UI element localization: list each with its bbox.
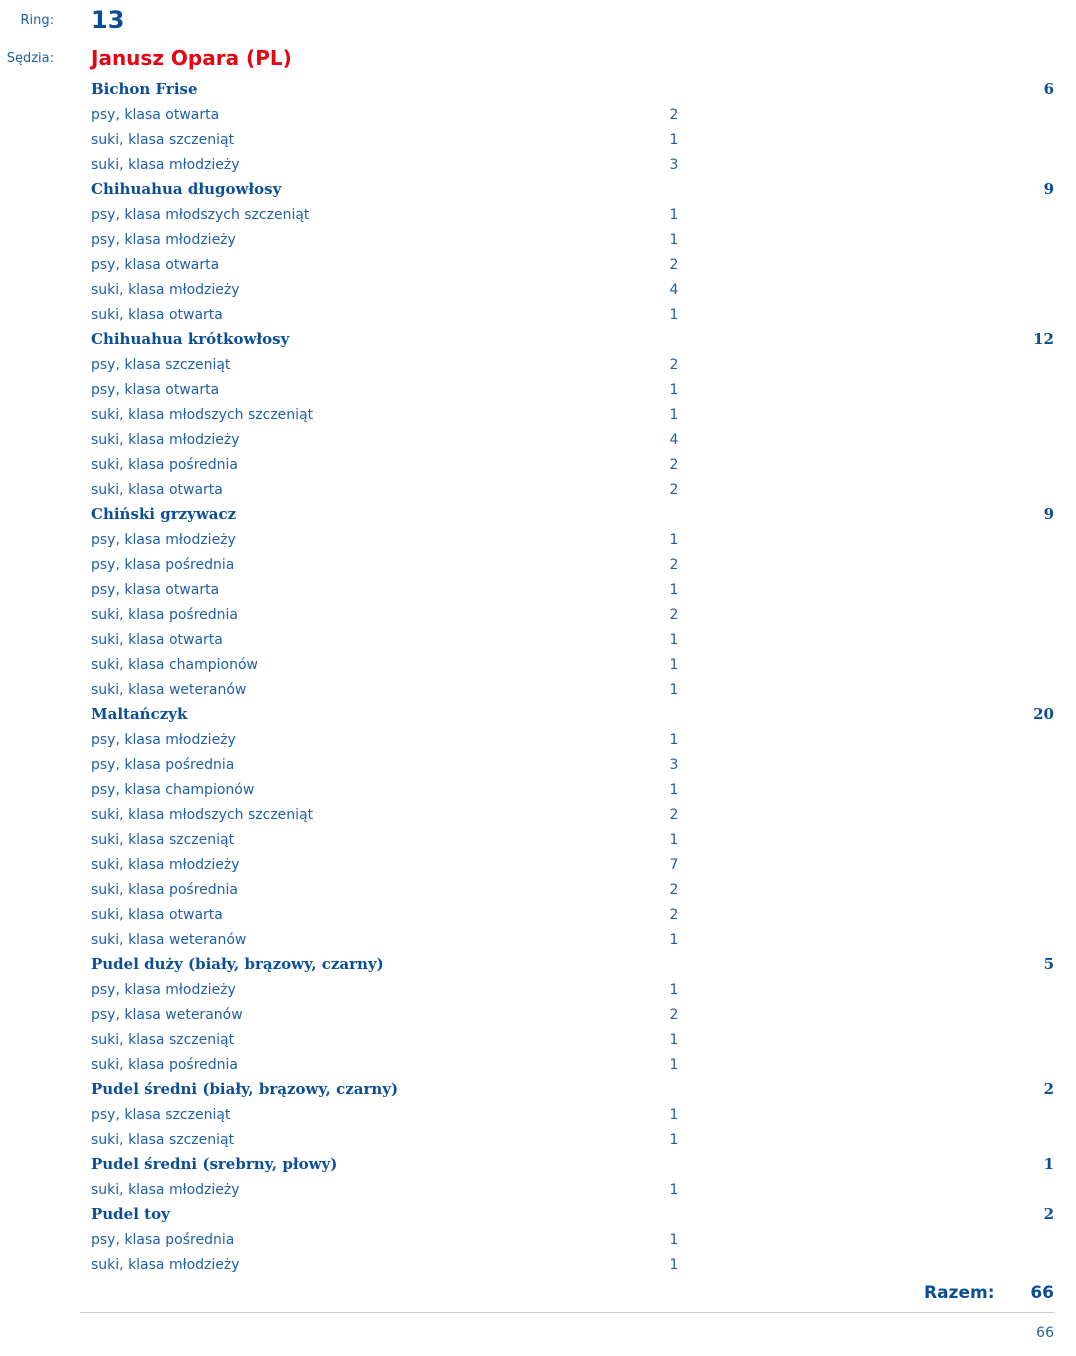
breed-total: 1 [1043, 1155, 1054, 1173]
class-name: suki, klasa pośrednia [91, 1057, 238, 1073]
class-name: psy, klasa pośrednia [91, 557, 235, 573]
class-count: 1 [669, 632, 679, 648]
class-count: 1 [669, 832, 679, 848]
class-count: 2 [669, 907, 679, 923]
class-count: 1 [669, 932, 679, 948]
judge-name: Janusz Opara (PL) [91, 46, 292, 70]
breed-total: 2 [1043, 1080, 1054, 1098]
class-row [0, 352, 1076, 377]
class-count: 1 [669, 732, 679, 748]
class-count: 1 [669, 1182, 679, 1198]
class-row [0, 452, 1076, 477]
class-count: 1 [669, 1057, 679, 1073]
class-count: 1 [669, 1107, 679, 1123]
ring-label: Ring: [20, 13, 54, 28]
class-row [0, 1227, 1076, 1252]
class-name: suki, klasa młodzieży [91, 157, 240, 173]
judge-label: Sędzia: [6, 51, 54, 66]
class-name: psy, klasa szczeniąt [91, 1107, 231, 1123]
class-count: 2 [669, 557, 679, 573]
breed-row [0, 77, 1076, 102]
class-count: 1 [669, 657, 679, 673]
breed-name: Chiński grzywacz [91, 505, 237, 523]
class-row [0, 1027, 1076, 1052]
breed-row [0, 1152, 1076, 1177]
breed-name: Chihuahua krótkowłosy [91, 330, 290, 348]
breed-row [0, 502, 1076, 527]
breed-name: Chihuahua długowłosy [91, 180, 282, 198]
class-row [0, 127, 1076, 152]
breed-total: 9 [1043, 505, 1054, 523]
class-row [0, 152, 1076, 177]
class-name: suki, klasa młodszych szczeniąt [91, 407, 314, 423]
breed-total: 12 [1033, 330, 1054, 348]
class-count: 1 [669, 1132, 679, 1148]
breed-row [0, 177, 1076, 202]
class-name: suki, klasa młodszych szczeniąt [91, 807, 314, 823]
class-count: 2 [669, 882, 679, 898]
class-row [0, 627, 1076, 652]
class-name: suki, klasa młodzieży [91, 432, 240, 448]
class-count: 7 [669, 857, 679, 873]
class-row [0, 402, 1076, 427]
class-row [0, 827, 1076, 852]
ring-number: 13 [91, 6, 125, 34]
class-name: psy, klasa otwarta [91, 582, 220, 598]
total-value: 66 [1030, 1283, 1054, 1303]
class-name: psy, klasa otwarta [91, 107, 220, 123]
class-count: 3 [669, 757, 679, 773]
class-row [0, 227, 1076, 252]
class-name: psy, klasa młodzieży [91, 982, 236, 998]
class-row [0, 1102, 1076, 1127]
class-name: suki, klasa weteranów [91, 682, 247, 698]
class-name: suki, klasa młodzieży [91, 857, 240, 873]
class-name: suki, klasa szczeniąt [91, 1132, 235, 1148]
class-count: 1 [669, 532, 679, 548]
class-name: psy, klasa młodzieży [91, 732, 236, 748]
class-count: 1 [669, 307, 679, 323]
class-count: 2 [669, 807, 679, 823]
class-count: 1 [669, 382, 679, 398]
breed-name: Maltańczyk [91, 705, 188, 723]
breed-total: 20 [1033, 705, 1054, 723]
class-name: suki, klasa otwarta [91, 907, 223, 923]
breed-row [0, 1202, 1076, 1227]
class-row [0, 477, 1076, 502]
class-row [0, 102, 1076, 127]
class-name: psy, klasa młodszych szczeniąt [91, 207, 310, 223]
breed-row [0, 1077, 1076, 1102]
class-row [0, 1127, 1076, 1152]
class-count: 2 [669, 607, 679, 623]
class-name: suki, klasa otwarta [91, 482, 223, 498]
class-count: 1 [669, 1257, 679, 1273]
class-row [0, 277, 1076, 302]
footer-count: 66 [1036, 1325, 1054, 1341]
class-row [0, 602, 1076, 627]
breed-total: 9 [1043, 180, 1054, 198]
class-row [0, 252, 1076, 277]
class-row [0, 777, 1076, 802]
class-row [0, 302, 1076, 327]
class-row [0, 727, 1076, 752]
divider [80, 1312, 1054, 1313]
class-count: 1 [669, 132, 679, 148]
class-row [0, 1002, 1076, 1027]
class-row [0, 752, 1076, 777]
class-name: suki, klasa otwarta [91, 632, 223, 648]
class-row [0, 1252, 1076, 1277]
class-name: suki, klasa pośrednia [91, 607, 238, 623]
class-name: suki, klasa championów [91, 657, 258, 673]
class-row [0, 377, 1076, 402]
class-row [0, 202, 1076, 227]
class-name: psy, klasa otwarta [91, 382, 220, 398]
breed-total: 5 [1043, 955, 1054, 973]
class-row [0, 802, 1076, 827]
class-name: psy, klasa pośrednia [91, 757, 235, 773]
class-count: 4 [669, 282, 679, 298]
class-name: suki, klasa młodzieży [91, 1182, 240, 1198]
class-count: 2 [669, 1007, 679, 1023]
class-count: 2 [669, 107, 679, 123]
class-name: suki, klasa szczeniąt [91, 132, 235, 148]
class-count: 2 [669, 482, 679, 498]
breed-row [0, 327, 1076, 352]
breed-name: Bichon Frise [91, 80, 198, 98]
class-name: suki, klasa młodzieży [91, 1257, 240, 1273]
class-row [0, 1052, 1076, 1077]
class-row [0, 852, 1076, 877]
breed-name: Pudel duży (biały, brązowy, czarny) [91, 955, 384, 973]
class-name: suki, klasa otwarta [91, 307, 223, 323]
breed-list [0, 77, 1076, 1277]
class-row [0, 977, 1076, 1002]
class-count: 3 [669, 157, 679, 173]
class-count: 1 [669, 407, 679, 423]
class-name: suki, klasa szczeniąt [91, 1032, 235, 1048]
class-name: suki, klasa weteranów [91, 932, 247, 948]
class-name: suki, klasa młodzieży [91, 282, 240, 298]
class-name: suki, klasa pośrednia [91, 882, 238, 898]
class-count: 1 [669, 1032, 679, 1048]
class-name: psy, klasa otwarta [91, 257, 220, 273]
breed-name: Pudel średni (biały, brązowy, czarny) [91, 1080, 399, 1098]
class-count: 1 [669, 232, 679, 248]
class-count: 4 [669, 432, 679, 448]
class-row [0, 877, 1076, 902]
class-name: suki, klasa szczeniąt [91, 832, 235, 848]
breed-row [0, 702, 1076, 727]
class-row [0, 552, 1076, 577]
class-count: 1 [669, 207, 679, 223]
class-name: psy, klasa weteranów [91, 1007, 243, 1023]
class-count: 2 [669, 457, 679, 473]
class-count: 1 [669, 582, 679, 598]
class-row [0, 577, 1076, 602]
class-count: 1 [669, 782, 679, 798]
class-row [0, 652, 1076, 677]
class-row [0, 427, 1076, 452]
class-name: psy, klasa szczeniąt [91, 357, 231, 373]
class-name: suki, klasa pośrednia [91, 457, 238, 473]
class-row [0, 902, 1076, 927]
class-name: psy, klasa championów [91, 782, 255, 798]
breed-total: 6 [1043, 80, 1054, 98]
class-row [0, 527, 1076, 552]
total-label: Razem: [924, 1283, 995, 1303]
breed-row [0, 952, 1076, 977]
breed-name: Pudel toy [91, 1205, 170, 1223]
class-name: psy, klasa młodzieży [91, 532, 236, 548]
breed-name: Pudel średni (srebrny, płowy) [91, 1155, 338, 1173]
class-row [0, 1177, 1076, 1202]
class-row [0, 927, 1076, 952]
class-name: psy, klasa pośrednia [91, 1232, 235, 1248]
breed-total: 2 [1043, 1205, 1054, 1223]
class-count: 1 [669, 682, 679, 698]
class-name: psy, klasa młodzieży [91, 232, 236, 248]
class-count: 1 [669, 982, 679, 998]
class-row [0, 677, 1076, 702]
class-count: 2 [669, 357, 679, 373]
class-count: 2 [669, 257, 679, 273]
class-count: 1 [669, 1232, 679, 1248]
